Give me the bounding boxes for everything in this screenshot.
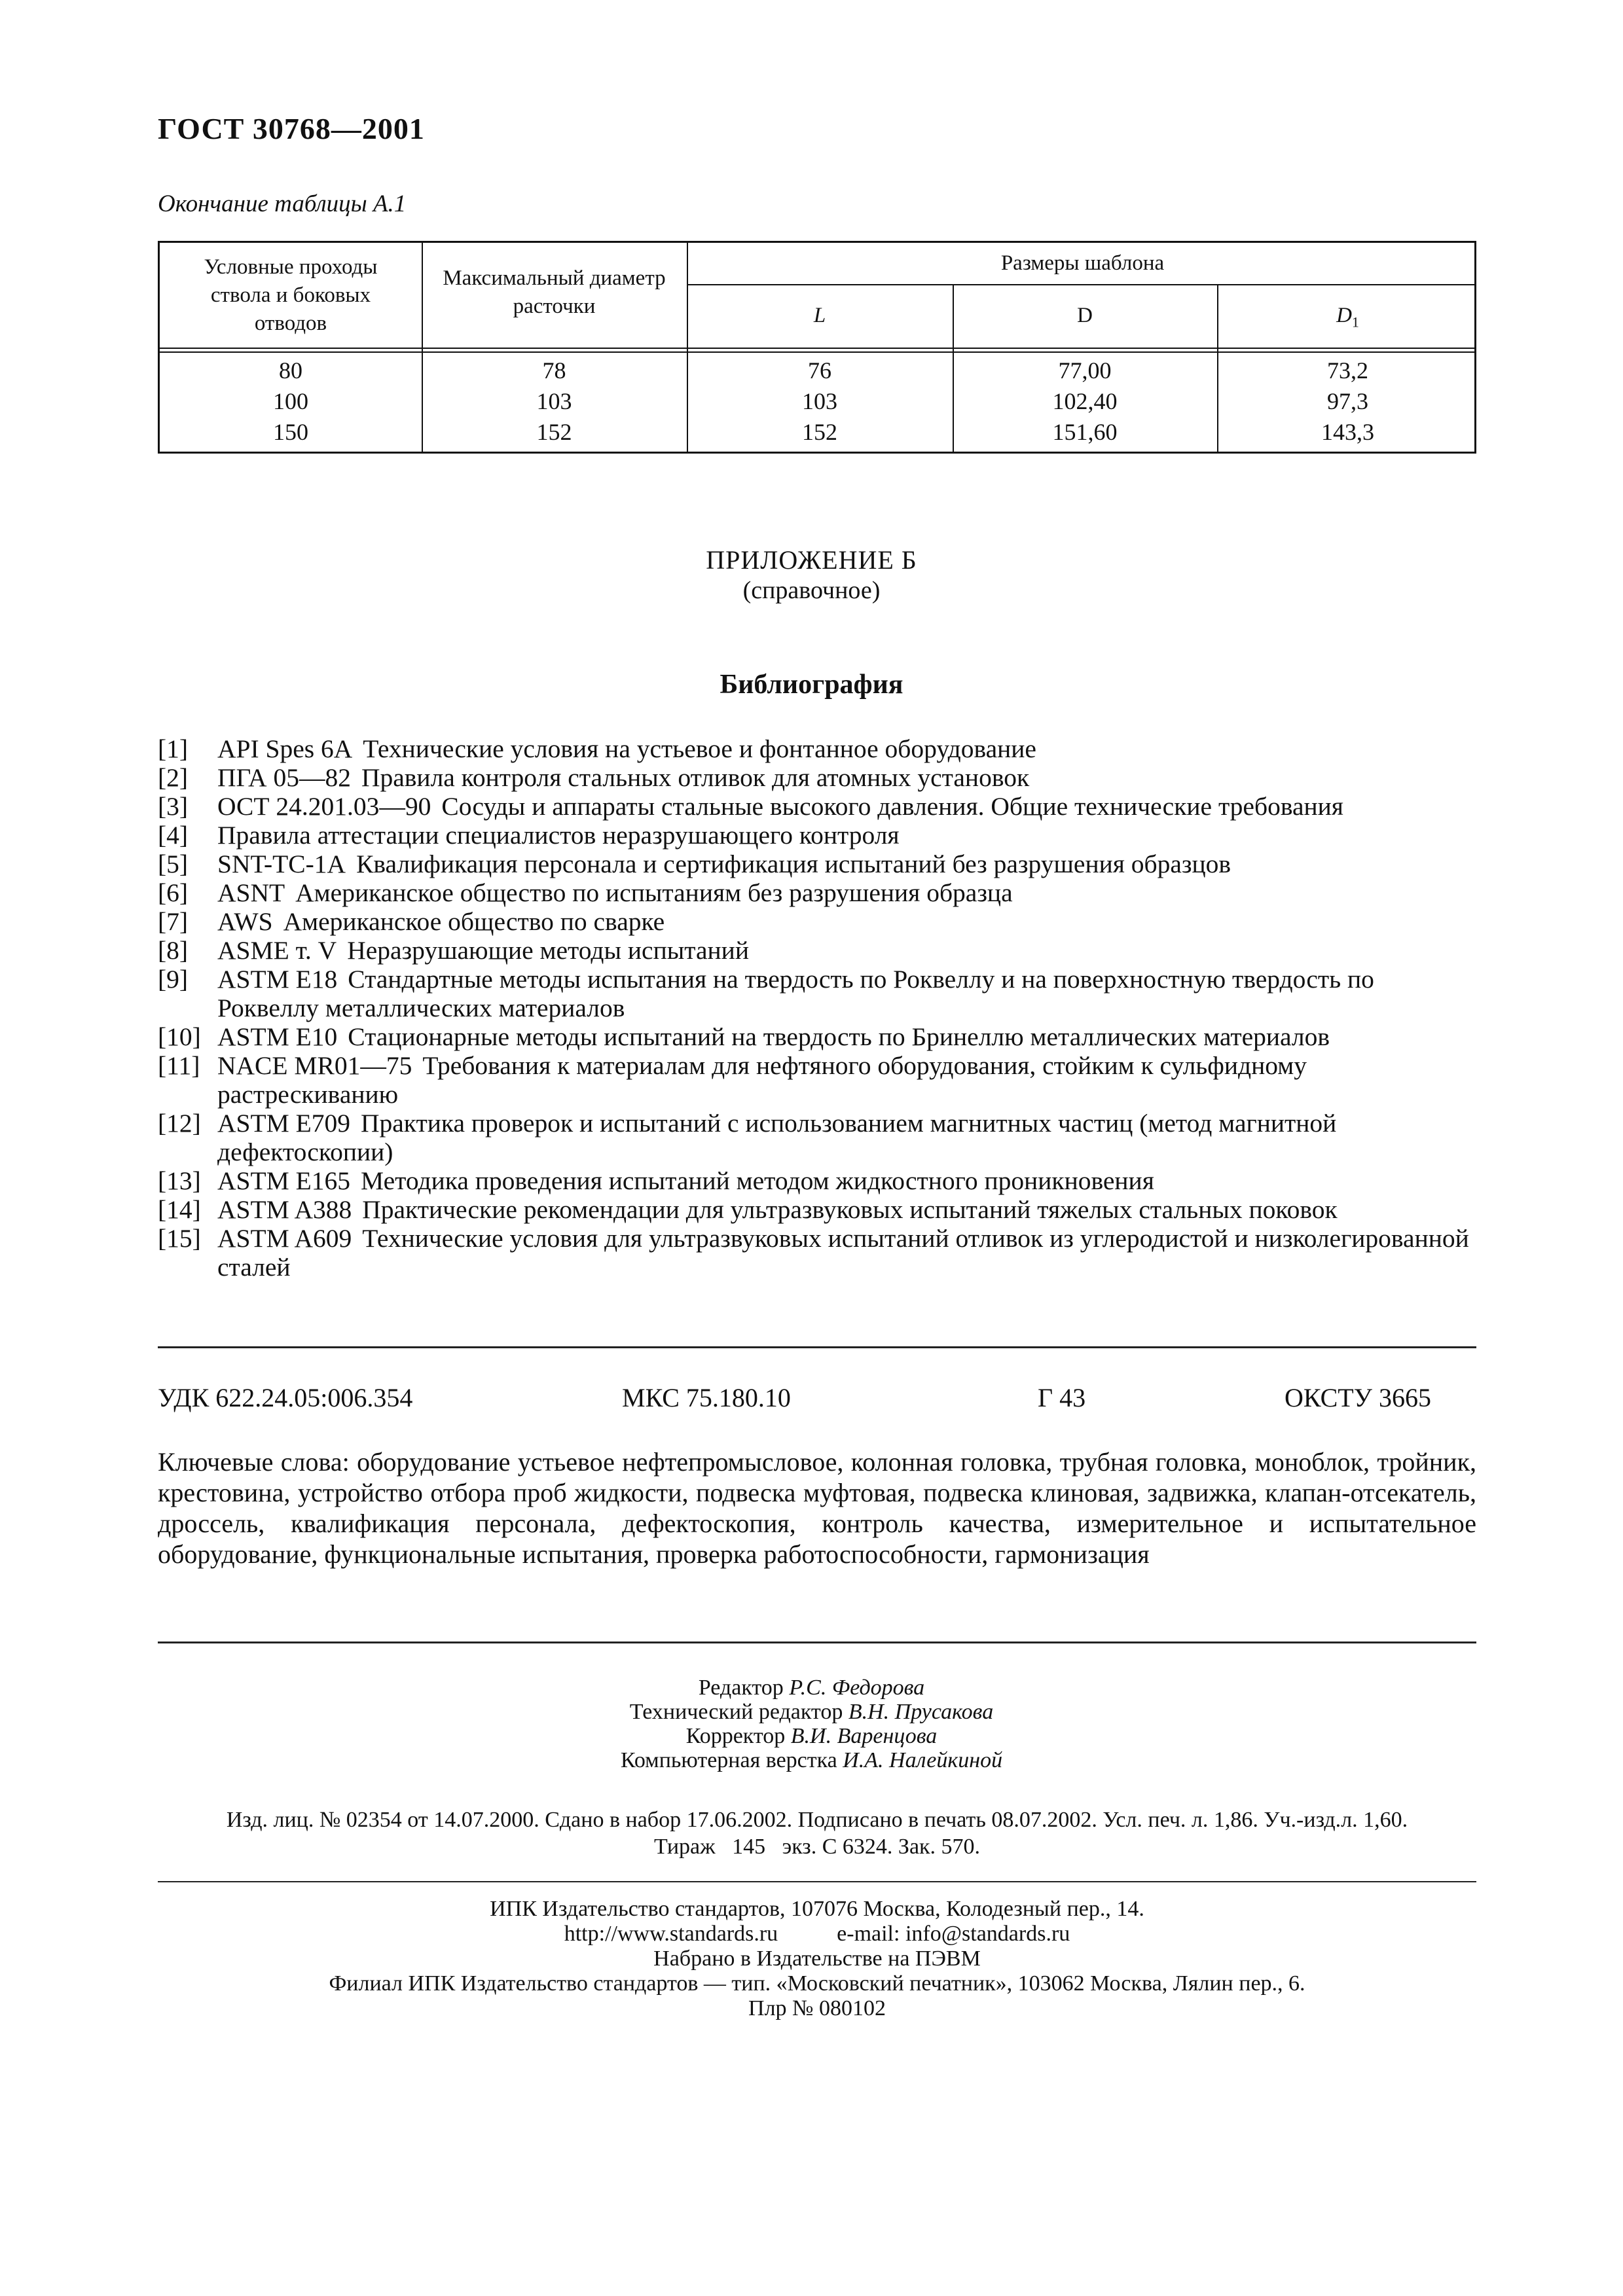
bibliography-item	[158, 1022, 1480, 1051]
keywords-paragraph: Ключевые слова: оборудование устьевое нефтепромысловое, колонная головка, трубная головка, моноблок, тройник, крестовина, устройство отбора проб жидкости, подвеска муфтовая, подвеска клиновая, задвижка, клапан-отсекатель, дроссель, квалификация персонала, дефектоскопия, контроль качества, измерительное и испытательное оборудование, функциональные испытания, проверка работоспособности, гармонизация	[158, 1447, 1476, 1569]
g-code: Г 43	[1038, 1383, 1086, 1412]
bibliography-number: [3]	[158, 792, 189, 821]
publisher-address: ИПК Издательство стандартов, 107076 Москва, Колодезный пер., 14.	[490, 1897, 1144, 1921]
table-cell: 143,3	[1321, 419, 1374, 445]
credit-tech-editor: Технический редактор В.Н. Прусакова	[629, 1700, 994, 1724]
table-cell: 97,3	[1327, 388, 1368, 414]
bibliography-code: ASNT	[217, 878, 285, 907]
bibliography-list	[158, 734, 1480, 1282]
bibliography-item	[158, 1051, 1480, 1109]
bibliography-text: Американское общество по испытаниям без разрушения образца	[295, 878, 1013, 907]
bibliography-item	[158, 965, 1480, 1022]
bibliography-number: [13]	[158, 1166, 201, 1195]
table-cell: 78	[542, 357, 566, 384]
divider	[158, 1881, 1476, 1882]
appendix-subtitle: (справочное)	[742, 577, 881, 604]
table-hline	[687, 284, 1474, 285]
bibliography-code: SNT-TC-1A	[217, 850, 346, 878]
bibliography-text: Сосуды и аппараты стальные высокого давления. Общие технические требования	[441, 792, 1343, 821]
table-cell: 103	[536, 388, 572, 414]
bibliography-text: Технические условия для ультразвуковых испытаний отливок из углеродистой и низколегированной сталей	[217, 1224, 1469, 1282]
bibliography-text: Требования к материалам для нефтяного оборудования, стойким к сульфидному растрескиванию	[217, 1051, 1307, 1109]
bibliography-code: ASTM E709	[217, 1109, 350, 1138]
bibliography-number: [11]	[158, 1051, 200, 1080]
document-id: ГОСТ 30768—2001	[158, 112, 425, 145]
bibliography-text: Правила контроля стальных отливок для атомных установок	[361, 763, 1030, 792]
bibliography-number: [4]	[158, 821, 189, 850]
divider	[158, 1641, 1476, 1643]
bibliography-number: [10]	[158, 1022, 201, 1051]
bibliography-code: ASTM A388	[217, 1195, 352, 1224]
bibliography-code: ASME т. V	[217, 936, 337, 965]
bibliography-code: ASTM A609	[217, 1224, 352, 1253]
udk-code: УДК 622.24.05:006.354	[158, 1383, 413, 1412]
table-cell: 77,00	[1058, 357, 1112, 384]
table-cell: 103	[802, 388, 837, 414]
credit-corrector: Корректор В.И. Варенцова	[685, 1724, 938, 1748]
credit-layout: Компьютерная верстка И.А. Налейкиной	[620, 1748, 1003, 1772]
bibliography-item	[158, 763, 1480, 792]
table-cell: 152	[536, 419, 572, 445]
bibliography-number: [7]	[158, 907, 189, 936]
bibliography-number: [14]	[158, 1195, 201, 1224]
bibliography-item	[158, 1195, 1480, 1224]
publisher-url[interactable]: http://www.standards.ru	[564, 1922, 778, 1946]
bibliography-heading: Библиография	[720, 670, 903, 700]
bibliography-item	[158, 907, 1480, 936]
bibliography-number: [5]	[158, 850, 189, 878]
print-info-line2: Тираж 145 экз. С 6324. Зак. 570.	[653, 1835, 981, 1859]
print-info-line1: Изд. лиц. № 02354 от 14.07.2000. Сдано в набор 17.06.2002. Подписано в печать 08.07.2002. Усл. печ. л. 1,86. Уч.-изд.л. 1,60.	[226, 1808, 1408, 1832]
table-cell: 73,2	[1327, 357, 1368, 384]
publisher-license: Плр № 080102	[748, 1996, 886, 2020]
column-header-max-diameter: Максимальный диаметр расточки	[443, 266, 666, 318]
table-cell: 76	[808, 357, 831, 384]
bibliography-code: ASTM E10	[217, 1022, 338, 1051]
column-header-L: L	[813, 304, 826, 327]
bibliography-code: ОСТ 24.201.03—90	[217, 792, 431, 821]
bibliography-code: AWS	[217, 907, 273, 936]
bibliography-item	[158, 821, 1480, 850]
table-hline	[160, 351, 1474, 353]
publisher-contacts	[158, 1922, 1476, 1946]
appendix-title: ПРИЛОЖЕНИЕ Б	[706, 545, 917, 575]
bibliography-text: Стандартные методы испытания на твердость по Роквеллу и на поверхностную твердость по Роквеллу металлических материалов	[217, 965, 1374, 1022]
divider	[158, 1346, 1476, 1348]
bibliography-text: Неразрушающие методы испытаний	[347, 936, 749, 965]
bibliography-number: [6]	[158, 878, 189, 907]
bibliography-item	[158, 878, 1480, 907]
credit-editor: Редактор Р.С. Федорова	[698, 1676, 925, 1700]
table-hline	[160, 348, 1474, 349]
column-header-nominal-bore: Условные проходы ствола и боковых отводов	[204, 255, 378, 335]
bibliography-item	[158, 936, 1480, 965]
publisher-branch: Филиал ИПК Издательство стандартов — тип. «Московский печатник», 103062 Москва, Лялин пер., 6.	[329, 1971, 1305, 1996]
publisher-email[interactable]: e-mail: info@standards.ru	[837, 1922, 1070, 1946]
bibliography-item	[158, 1109, 1480, 1166]
dimensions-table	[158, 241, 1476, 454]
table-caption: Окончание таблицы А.1	[158, 190, 407, 217]
okstu-code: ОКСТУ 3665	[1285, 1383, 1432, 1412]
column-header-D: D	[1077, 304, 1093, 327]
column-header-template-sizes: Размеры шаблона	[1000, 251, 1165, 275]
bibliography-number: [15]	[158, 1224, 201, 1253]
bibliography-text: Технические условия на устьевое и фонтанное оборудование	[363, 734, 1036, 763]
bibliography-number: [1]	[158, 734, 189, 763]
credits-block	[0, 1676, 1623, 1772]
bibliography-code: ASTM E18	[217, 965, 338, 994]
bibliography-text: Стационарные методы испытаний на твердость по Бринеллю металлических материалов	[348, 1022, 1330, 1051]
bibliography-number: [8]	[158, 936, 189, 965]
bibliography-number: [12]	[158, 1109, 201, 1138]
bibliography-text: Правила аттестации специалистов неразрушающего контроля	[217, 821, 900, 850]
column-header-D1: $D_1$	[1336, 304, 1359, 331]
bibliography-text: Практика проверок и испытаний с использованием магнитных частиц (метод магнитной дефектоскопии)	[217, 1109, 1337, 1166]
publisher-typeset: Набрано в Издательстве на ПЭВМ	[653, 1946, 981, 1971]
bibliography-item	[158, 850, 1480, 878]
bibliography-text: Методика проведения испытаний методом жидкостного проникновения	[361, 1166, 1154, 1195]
bibliography-text: Квалификация персонала и сертификация испытаний без разрушения образцов	[356, 850, 1231, 878]
table-cell: 80	[279, 357, 302, 384]
bibliography-item	[158, 1224, 1480, 1282]
bibliography-item	[158, 1166, 1480, 1195]
table-cell: 102,40	[1052, 388, 1118, 414]
bibliography-item	[158, 792, 1480, 821]
bibliography-item	[158, 734, 1480, 763]
bibliography-code: API Spes 6A	[217, 734, 353, 763]
bibliography-number: [9]	[158, 965, 189, 994]
table-cell: 150	[273, 419, 308, 445]
table-cell: 100	[273, 388, 308, 414]
bibliography-text: Американское общество по сварке	[283, 907, 665, 936]
bibliography-code: NACE MR01—75	[217, 1051, 412, 1080]
table-cell: 151,60	[1052, 419, 1118, 445]
mks-code: МКС 75.180.10	[622, 1383, 791, 1412]
table-cell: 152	[802, 419, 837, 445]
bibliography-number: [2]	[158, 763, 189, 792]
bibliography-text: Практические рекомендации для ультразвуковых испытаний тяжелых стальных поковок	[362, 1195, 1338, 1224]
bibliography-code: ПГА 05—82	[217, 763, 351, 792]
bibliography-code: ASTM E165	[217, 1166, 350, 1195]
